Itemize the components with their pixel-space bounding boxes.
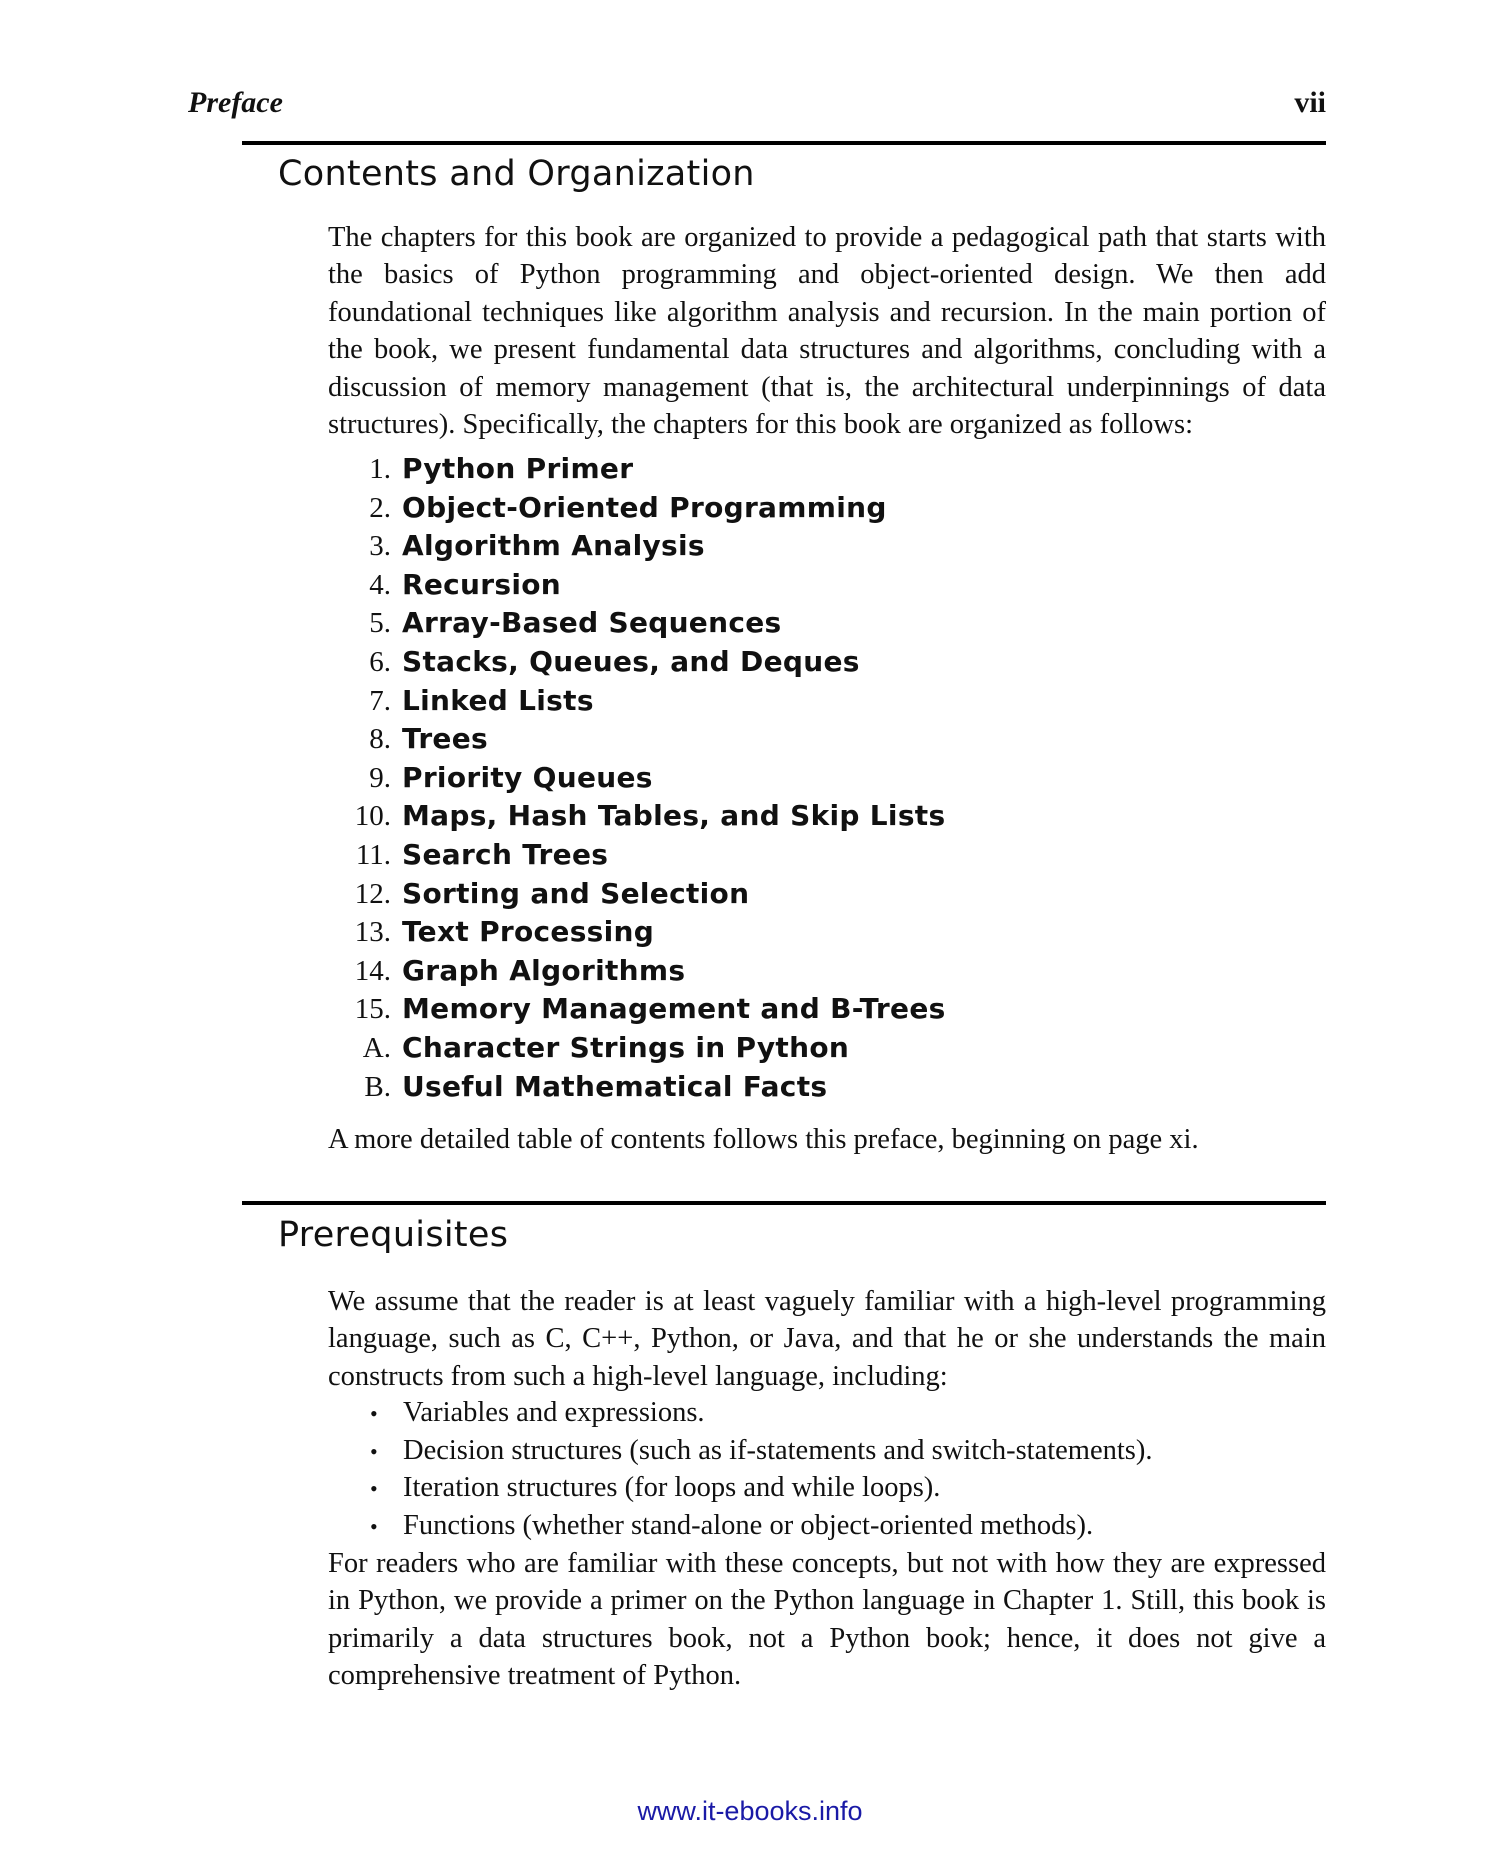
chapter-number: 2. <box>369 491 391 524</box>
bullet-icon: • <box>370 1401 378 1426</box>
chapter-number: 6. <box>369 645 391 678</box>
chapter-item <box>328 1031 1228 1070</box>
chapter-item <box>328 722 1228 761</box>
chapter-title: Sorting and Selection <box>402 876 750 910</box>
chapter-title: Python Primer <box>402 452 634 485</box>
chapter-item <box>328 954 1228 993</box>
chapter-item <box>328 452 1228 491</box>
chapter-number: 10. <box>354 800 391 833</box>
prerequisites-closing-paragraph: For readers who are familiar with these concepts, but not with how they are expressed in Python, we provide a primer on the Python language in Chapter 1. Still, this book is primarily a data structures book, not a Python book; hence, it does not give a comprehensive treatment of Python. <box>328 1548 1326 1692</box>
chapter-item <box>328 645 1228 684</box>
chapter-number: 8. <box>369 723 391 756</box>
chapter-title: Linked Lists <box>402 683 594 717</box>
chapter-list <box>328 452 1228 1108</box>
chapter-item <box>328 799 1228 838</box>
chapter-number: 14. <box>354 954 391 987</box>
chapter-item <box>328 529 1228 568</box>
chapter-number: 5. <box>369 607 391 640</box>
chapter-title: Memory Management and B-Trees <box>402 992 946 1026</box>
prerequisites-intro-paragraph: We assume that the reader is at least vaguely familiar with a high-level programming language, such as C, C++, Python, or Java, and that he or she understands the main constructs from such a high-level language, including: <box>328 1286 1326 1392</box>
chapter-title: Graph Algorithms <box>402 953 686 987</box>
chapter-number: 11. <box>355 838 391 871</box>
chapter-title: Character Strings in Python <box>402 1030 850 1064</box>
page-number: vii <box>1294 86 1326 119</box>
bullet-text: Decision structures (such as if-statements and switch-statements). <box>403 1434 1153 1466</box>
chapter-title: Trees <box>402 722 488 756</box>
chapter-number: 7. <box>369 684 391 717</box>
footer-website-link[interactable]: www.it-ebooks.info <box>637 1796 863 1826</box>
section-rule-prerequisites <box>242 1201 1326 1205</box>
chapter-item <box>328 915 1228 954</box>
chapter-title: Object-Oriented Programming <box>402 490 887 524</box>
chapter-title: Search Trees <box>402 837 609 871</box>
bullet-item <box>370 1510 1153 1548</box>
chapter-item <box>328 1070 1228 1109</box>
chapter-item <box>328 684 1228 723</box>
chapter-item <box>328 761 1228 800</box>
bullet-item <box>370 1435 1153 1473</box>
chapter-number: B. <box>364 1070 391 1103</box>
chapter-number: 13. <box>354 916 391 949</box>
chapter-title: Array-Based Sequences <box>402 606 782 640</box>
chapter-number: 9. <box>369 761 391 794</box>
bullet-text: Functions (whether stand-alone or object-oriented methods). <box>403 1509 1094 1541</box>
contents-intro-paragraph: The chapters for this book are organized to provide a pedagogical path that starts with the basics of Python programming and object-oriented design. We then add foundational techniques like algorithm analysis and recursion. In the main portion of the book, we present fundamental data structures and algorithms, concluding with a discussion of memory management (that is, the architectural underpinnings of data structures). Specifically, the chapters for this book are organized as follows: <box>328 222 1326 441</box>
chapter-number: 1. <box>369 453 391 485</box>
bullet-icon: • <box>370 1476 378 1501</box>
chapter-title: Text Processing <box>402 915 655 949</box>
bullet-item <box>370 1397 1153 1435</box>
chapter-number: 4. <box>369 568 391 601</box>
contents-closing-paragraph: A more detailed table of contents follows this preface, beginning on page xi. <box>328 1124 1199 1155</box>
bullet-text: Iteration structures (for loops and while loops). <box>403 1472 941 1503</box>
chapter-item <box>328 838 1228 877</box>
prerequisites-bullet-list <box>370 1397 1153 1547</box>
chapter-number: 12. <box>354 877 391 910</box>
chapter-title: Stacks, Queues, and Deques <box>402 644 860 678</box>
chapter-item <box>328 606 1228 645</box>
section-title-contents: Contents and Organization <box>278 154 755 194</box>
running-head <box>188 86 1326 126</box>
chapter-number: 3. <box>369 530 391 563</box>
chapter-title: Recursion <box>402 567 562 601</box>
bullet-icon: • <box>370 1513 378 1539</box>
running-head-section: Preface <box>188 86 283 119</box>
section-rule-contents <box>242 141 1326 145</box>
chapter-title: Useful Mathematical Facts <box>402 1069 828 1103</box>
chapter-title: Maps, Hash Tables, and Skip Lists <box>402 799 946 833</box>
bullet-icon: • <box>370 1438 378 1464</box>
chapter-item <box>328 877 1228 916</box>
bullet-item <box>370 1472 1153 1510</box>
chapter-title: Priority Queues <box>402 760 653 794</box>
chapter-number: A. <box>362 1031 391 1064</box>
chapter-title: Algorithm Analysis <box>402 529 705 563</box>
chapter-item <box>328 992 1228 1031</box>
bullet-text: Variables and expressions. <box>403 1397 705 1428</box>
section-title-prerequisites: Prerequisites <box>278 1215 509 1255</box>
chapter-item <box>328 568 1228 607</box>
chapter-number: 15. <box>354 993 391 1026</box>
chapter-item <box>328 491 1228 530</box>
